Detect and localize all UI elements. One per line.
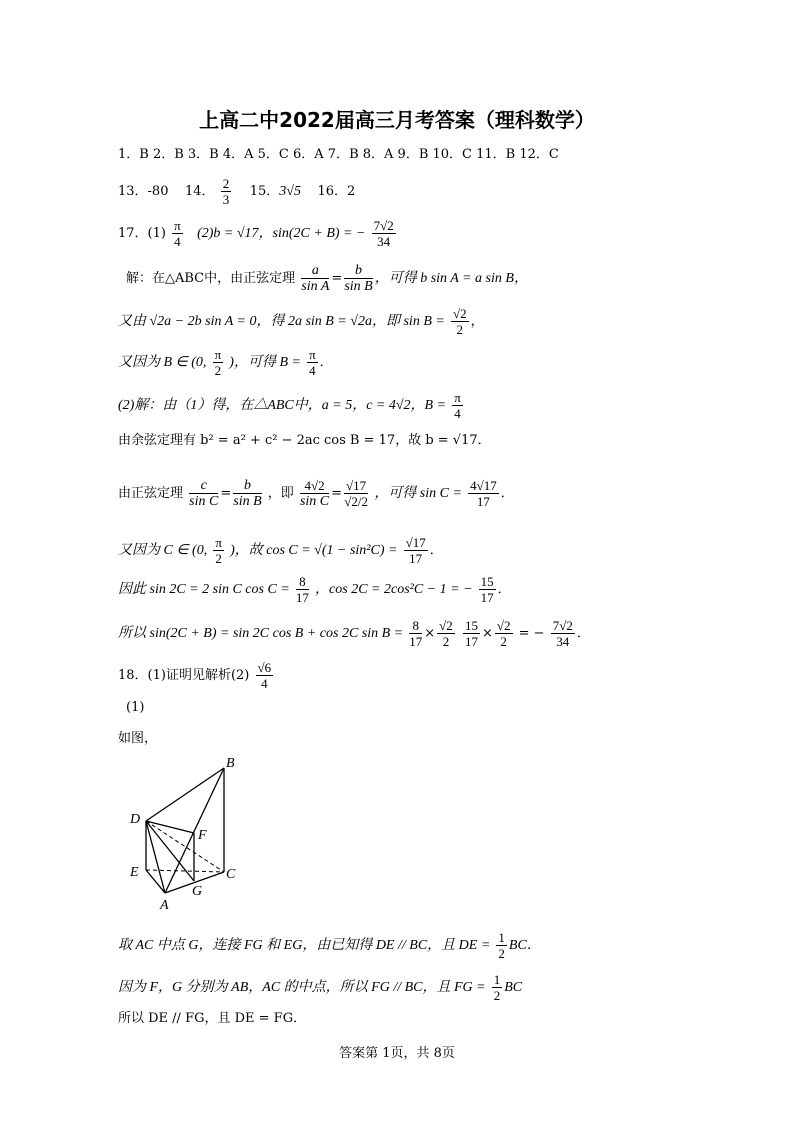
page-title: 上高二中2022届高三月考答案（理科数学）: [199, 108, 595, 132]
edge-DF: [146, 821, 194, 833]
label-G: G: [192, 884, 203, 899]
q18-figure-intro: 如图，: [118, 731, 158, 746]
q18-answer: 18．(1)证明见解析(2) $\frac{√6}{4}$: [118, 660, 272, 691]
prism-figure: [128, 755, 248, 915]
page-footer: 答案第 1页，共 8页: [339, 1046, 455, 1061]
label-C: C: [226, 867, 236, 882]
label-A: A: [160, 898, 169, 913]
label-E: E: [130, 865, 139, 880]
q17-step-4: (2)解：由（1）得，在△ABC中，a = 5，c = 4√2，B = $\frac{\pi}{4}$: [118, 390, 461, 421]
edge-DG: [146, 821, 194, 881]
q18-text-3: 所以 DE // FG，且 DE = FG．: [118, 1011, 307, 1026]
q17-step-7: 又因为 C ∈ (0, $\frac{\pi}{2}$ )，故 cos C = √(1 − sin²C) = $\frac{√17}{17}$ ．: [118, 535, 443, 566]
q18-part-1: (1): [126, 700, 145, 715]
q17-answer: 17．(1) $\frac{\pi}{4}$ (2)b = √17，sin(2C + B) = − $\frac{7√2}{34}$: [118, 218, 394, 249]
answers-line-1: 1．B 2．B 3．B 4．A 5．C 6．A 7．B 8．A 9．B 10．C 11．B 12．C: [118, 147, 559, 162]
q17-step-2: 又由 √2a − 2b sin A = 0，得 2a sin B = √2a，即 sin B = $\frac{√2}{2}$ ，: [118, 306, 484, 337]
fraction: $\frac{2}{3}$: [222, 176, 230, 207]
label-F: F: [198, 828, 207, 843]
q17-step-6: 由正弦定理 $\frac{c}{\text{sin C}}$ = $\frac{b}{\text{sin B}}$ ，即 $\frac{4√2}{\text{sin C}}$ = $\frac{√17}{√2/2}$ ，可得 sin C = $\frac{4√17}{17}$ ．: [118, 478, 514, 509]
q18-text-1: 取 AC 中点 G，连接 FG 和 EG，由已知得 DE // BC，且 DE = $\frac{1}{2}$ BC．: [118, 930, 541, 961]
q18-text-2: 因为 F，G 分别为 AB，AC 的中点，所以 FG // BC，且 FG = $\frac{1}{2}$ BC: [118, 972, 523, 1003]
q17-step-5: 由余弦定理有 b² = a² + c² − 2ac cos B = 17，故 b = √17．: [118, 433, 491, 448]
q17-step-1: 解：在△ABC中，由正弦定理 $\frac{a}{\text{sin A}}$ = $\frac{b}{\text{sin B}}$ ，可得 b sin A = a sin B，: [126, 263, 528, 294]
edge-DB: [146, 768, 224, 821]
label-B: B: [226, 756, 235, 771]
q17-step-3: 又因为 B ∈ (0, $\frac{\pi}{2}$ )，可得 B = $\frac{\pi}{4}$ ．: [118, 347, 333, 378]
label-D: D: [130, 812, 141, 827]
q17-step-9: 所以 sin(2C + B) = sin 2C cos B + cos 2C sin B = $\frac{8}{17}$ × $\frac{√2}{2}$ $\frac{15}{17}$ × $\frac{√2}{2}$ = − $\frac{7√2}{34}$ ．: [118, 618, 590, 649]
q17-step-8: 因此 sin 2C = 2 sin C cos C = $\frac{8}{17}$ ，cos 2C = 2cos²C − 1 = − $\frac{15}{17}$ ．: [118, 574, 511, 605]
answers-line-2: 13．-80 14． $\frac{2}{3}$ 15．3√5 16．2: [118, 176, 356, 207]
